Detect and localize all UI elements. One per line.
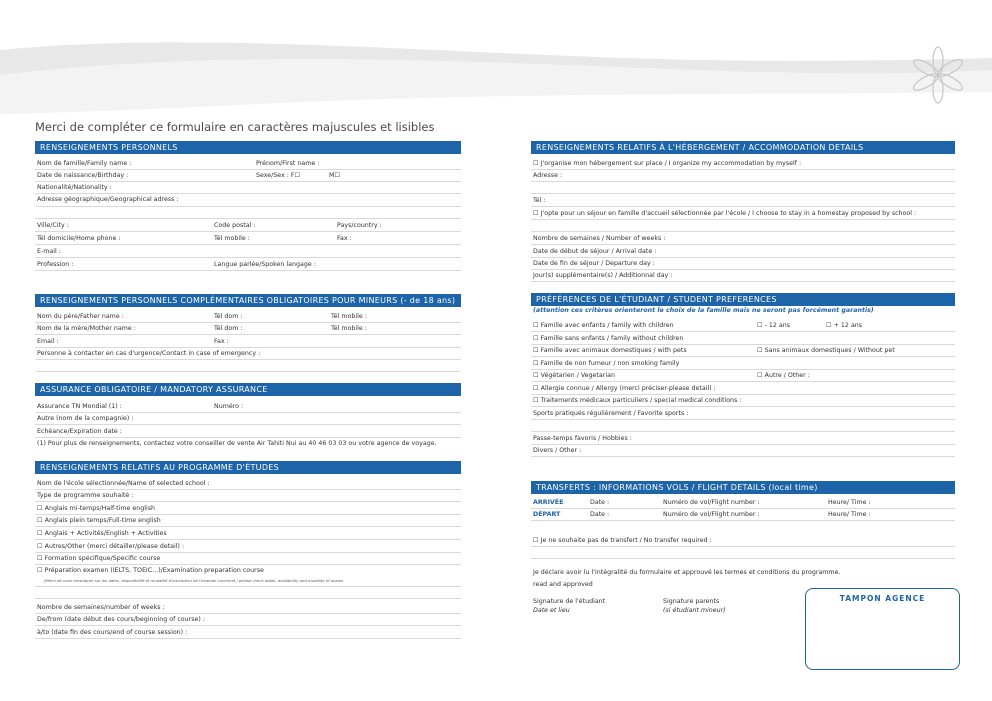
section-preferences-header: PRÉFÉRENCES DE L'ÉTUDIANT / STUDENT PREFERENCES	[531, 293, 955, 306]
mother-name-field[interactable]: Nom de la mère/Mother name :	[37, 325, 136, 332]
nationality-field[interactable]: Nationalité/Nationality :	[37, 184, 112, 191]
departure-date-input[interactable]: Date :	[590, 511, 610, 518]
minor-fax-field[interactable]: Fax :	[214, 338, 229, 345]
read-approved-text: read and approved	[533, 581, 593, 588]
intro-text: Merci de compléter ce formulaire en caractères majuscules et lisibles	[35, 120, 435, 134]
non-smoking-checkbox[interactable]: ☐ Famille de non fumeur / non smoking family	[533, 360, 680, 367]
no-transfer-checkbox[interactable]: ☐ Je ne souhaite pas de transfert / No transfer required :	[533, 537, 712, 544]
over-12-checkbox[interactable]: ☐ + 12 ans	[826, 322, 863, 329]
arrival-date-field[interactable]: Date de début de séjour / Arrival date :	[533, 248, 657, 255]
exam-prep-checkbox[interactable]: ☐ Préparation examen (IELTS, TOEIC...)/Examination preparation course	[37, 567, 264, 574]
birthday-field[interactable]: Date de naissance/Birthday :	[37, 172, 129, 179]
program-type-label: Type de programme souhaité :	[37, 492, 134, 499]
father-mobile-field[interactable]: Tél mobile :	[331, 313, 367, 320]
arrival-date-input[interactable]: Date :	[590, 499, 610, 506]
full-time-checkbox[interactable]: ☐ Anglais plein temps/Full-time english	[37, 517, 161, 524]
hobbies-field[interactable]: Passe-temps favoris / Hobbies :	[533, 435, 632, 442]
course-start-field[interactable]: De/from (date début des cours/beginning of course) :	[37, 616, 205, 623]
housing-phone-field[interactable]: Tél :	[533, 197, 546, 204]
family-no-children-checkbox[interactable]: ☐ Famille sans enfants / family without children	[533, 335, 684, 342]
address-field[interactable]: Adresse géographique/Geographical adress :	[37, 196, 179, 203]
city-field[interactable]: Ville/City :	[37, 222, 69, 229]
profession-field[interactable]: Profession :	[37, 261, 74, 268]
sex-f-checkbox[interactable]: Sexe/Sex : F☐	[256, 172, 301, 179]
home-phone-field[interactable]: Tél domicile/Home phone :	[37, 235, 121, 242]
extra-days-field[interactable]: Jour(s) supplémentaire(s) / Additionnal day :	[533, 272, 673, 279]
weeks-field[interactable]: Nombre de semaines/number of weeks :	[37, 604, 165, 611]
section-transfer-header: TRANSFERTS : INFORMATIONS VOLS / FLIGHT DETAILS (local time)	[531, 481, 955, 494]
country-field[interactable]: Pays/country :	[337, 222, 382, 229]
half-time-checkbox[interactable]: ☐ Anglais mi-temps/Half-time english	[37, 505, 155, 512]
expiration-date-field[interactable]: Echéance/Expiration date :	[37, 428, 122, 435]
family-children-checkbox[interactable]: ☐ Famille avec enfants / family with children	[533, 322, 674, 329]
student-signature-label: Signature de l'étudiant	[533, 598, 606, 605]
email-field[interactable]: E-mail :	[37, 248, 61, 255]
school-name-field[interactable]: Nom de l'école sélectionnée/Name of selected school :	[37, 480, 210, 487]
language-field[interactable]: Langue parlée/Spoken langage :	[214, 261, 316, 268]
insurance-number-field[interactable]: Numéro :	[214, 403, 244, 410]
section-personal-header: RENSEIGNEMENTS PERSONNELS	[35, 141, 461, 154]
medical-checkbox[interactable]: ☐ Traitements médicaux particuliers / special medical conditions :	[533, 397, 742, 404]
section-insurance-header: ASSURANCE OBLIGATOIRE / MANDATORY ASSURANCE	[35, 383, 461, 396]
departure-date-field[interactable]: Date de fin de séjour / Departure day :	[533, 260, 655, 267]
departure-flight-input[interactable]: Numéro de vol/Flight number :	[663, 511, 760, 518]
father-home-phone-field[interactable]: Tél dom :	[214, 313, 243, 320]
parents-signature-label: Signature parents	[663, 598, 720, 605]
homestay-checkbox[interactable]: ☐ J'opte pour un séjour en famille d'accueil sélectionnée par l'école / I choose to stay in a homestay proposed by school :	[533, 210, 917, 217]
under-12-checkbox[interactable]: ☐ - 12 ans	[757, 322, 791, 329]
housing-address-field[interactable]: Adresse :	[533, 172, 563, 179]
postal-code-field[interactable]: Code postal :	[214, 222, 256, 229]
emergency-contact-field[interactable]: Personne à contacter en cas d'urgence/Contact in case of emergency :	[37, 350, 261, 357]
mobile-phone-field[interactable]: Tél mobile :	[214, 235, 250, 242]
tn-insurance-field[interactable]: Assurance TN Mondial (1) :	[37, 403, 122, 410]
agency-stamp-title: TAMPON AGENCE	[839, 594, 926, 603]
first-name-field[interactable]: Prénom/First name :	[256, 160, 320, 167]
other-diet-checkbox[interactable]: ☐ Autre / Other :	[757, 372, 810, 379]
departure-time-input[interactable]: Heure/ Time :	[828, 511, 871, 518]
allergy-checkbox[interactable]: ☐ Allergie connue / Allergy (merci préciser-please detail) :	[533, 385, 716, 392]
departure-label: DÉPART	[533, 511, 561, 518]
other-field[interactable]: Divers / Other :	[533, 447, 582, 454]
family-pets-checkbox[interactable]: ☐ Famille avec animaux domestiques / with pets	[533, 347, 687, 354]
agency-stamp-box	[805, 588, 960, 670]
fax-field[interactable]: Fax :	[337, 235, 352, 242]
course-end-field[interactable]: à/to (date fin des cours/end of course session) :	[37, 629, 188, 636]
family-name-field[interactable]: Nom de famille/Family name :	[37, 160, 132, 167]
vegetarian-checkbox[interactable]: ☐ Végétarien / Vegetarian	[533, 372, 615, 379]
other-insurance-field[interactable]: Autre (nom de la compagnie) :	[37, 415, 134, 422]
mother-home-phone-field[interactable]: Tél dom :	[214, 325, 243, 332]
arrival-label: ARRIVÉE	[533, 499, 564, 506]
specific-course-checkbox[interactable]: ☐ Formation spécifique/Specific course	[37, 555, 161, 562]
insurance-note: (1) Pour plus de renseignements, contactez votre conseiller de vente Air Tahiti Nui au 40 46 03 03 ou votre agence de voyage.	[37, 440, 437, 447]
no-pets-checkbox[interactable]: ☐ Sans animaux domestiques / Without pet	[757, 347, 895, 354]
sex-m-checkbox[interactable]: M☐	[329, 172, 341, 179]
exam-fine-print: (Merci de vous renseigner sur les dates, disponibilité et modalité d'inscription de l'examen concerné / please check dates, availability and modality of exams	[44, 578, 344, 583]
other-program-checkbox[interactable]: ☐ Autres/Other (merci détailler/please detail) :	[37, 543, 185, 550]
minor-email-field[interactable]: Email :	[37, 338, 59, 345]
sports-field[interactable]: Sports pratiqués régulièrement / Favorite sports :	[533, 410, 689, 417]
declaration-text: Je déclare avoir lu l'intégralité du formulaire et approuvé les termes et conditions du programme.	[533, 569, 841, 576]
header-swoosh	[0, 0, 992, 115]
date-place-label: Date et lieu	[533, 607, 570, 614]
activities-checkbox[interactable]: ☐ Anglais + Activités/English + Activities	[37, 530, 167, 537]
housing-weeks-field[interactable]: Nombre de semaines / Number of weeks :	[533, 235, 666, 242]
arrival-time-input[interactable]: Heure/ Time :	[828, 499, 871, 506]
self-accommodation-checkbox[interactable]: ☐ J'organise mon hébergement sur place / I organize my accommodation by myself :	[533, 160, 802, 167]
father-name-field[interactable]: Nom du père/Father name :	[37, 313, 124, 320]
minor-note-label: (si étudiant mineur)	[663, 607, 726, 614]
section-housing-header: RENSEIGNEMENTS RELATIFS À L'HÉBERGEMENT / ACCOMMODATION DETAILS	[531, 141, 955, 154]
arrival-flight-input[interactable]: Numéro de vol/Flight number :	[663, 499, 760, 506]
mother-mobile-field[interactable]: Tél mobile :	[331, 325, 367, 332]
section-program-header: RENSEIGNEMENTS RELATIFS AU PROGRAMME D'ÉTUDES	[35, 461, 461, 474]
preferences-subtitle: (attention ces critères orienteront le choix de la famille mais ne seront pas forcément garantis)	[533, 307, 874, 314]
section-minors-header: RENSEIGNEMENTS PERSONNELS COMPLÉMENTAIRES OBLIGATOIRES POUR MINEURS (- de 18 ans)	[35, 294, 461, 307]
